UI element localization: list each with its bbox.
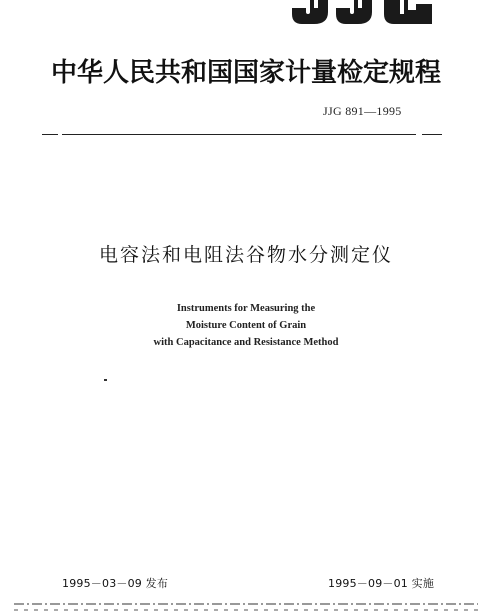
bottom-dashed-border: [0, 600, 492, 613]
implementation-date: 1995－09－01 实施: [328, 577, 435, 590]
english-title: [0, 300, 492, 351]
english-title-line-3: with Capacitance and Resistance Method: [153, 337, 339, 348]
chinese-title: 电容法和电阻法谷物水分测定仪: [98, 244, 393, 266]
english-title-line-1: Instruments for Measuring the: [176, 303, 316, 314]
divider-line-left: [42, 134, 58, 135]
standard-number: JJG 891—1995: [323, 104, 402, 118]
divider-line-main: [62, 134, 416, 135]
jjg-logo: [292, 0, 438, 26]
issue-date: 1995－03－09 发布: [62, 577, 169, 590]
divider-line-right: [422, 134, 442, 135]
print-speck: [104, 379, 107, 381]
english-title-line-2: Moisture Content of Grain: [185, 320, 307, 331]
standard-title: 中华人民共和国国家计量检定规程: [50, 58, 441, 88]
